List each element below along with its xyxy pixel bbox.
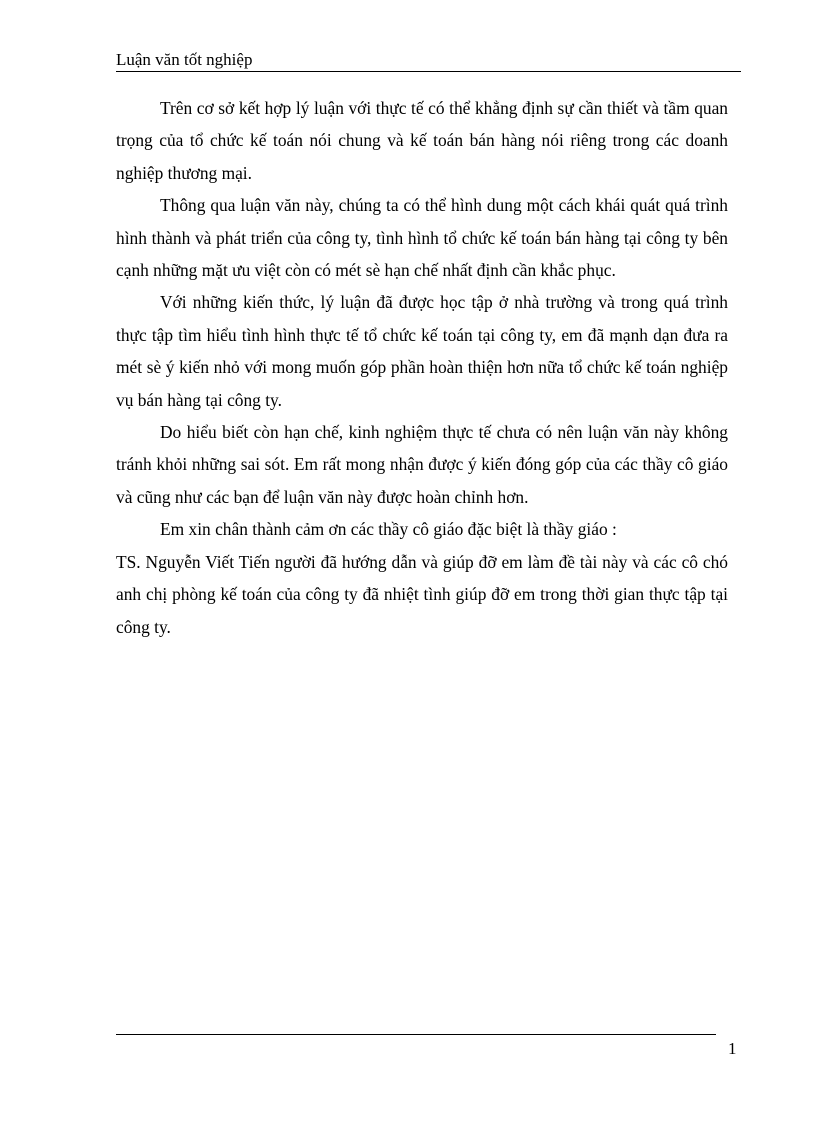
document-body: [116, 92, 728, 643]
paragraph-conclusion: Trên cơ sở kết hợp lý luận với thực tế có thể khẳng định sự cần thiết và tầm quan trọng của tổ chức kế toán nói chung và kế toán bán hàng nói riêng trong các doanh nghiệp thương mại.: [116, 98, 728, 183]
page-number: 1: [728, 1039, 737, 1058]
paragraph-acknowledgement: TS. Nguyễn Viết Tiến người đã hướng dẫn và giúp đỡ em làm đề tài này và các cô chó anh chị phòng kế toán của công ty đã nhiệt tình giúp đỡ em trong thời gian thực tập tại công ty.: [116, 551, 728, 637]
page-header: [116, 50, 741, 72]
paragraph-thanks: Em xin chân thành cảm ơn các thầy cô giáo đặc biệt là thầy giáo :: [160, 519, 617, 540]
header-title: Luận văn tốt nghiệp: [116, 50, 253, 69]
paragraph-limitations: Do hiểu biết còn hạn chế, kinh nghiệm thực tế chưa có nên luận văn này không tránh khỏi những sai sót. Em rất mong nhận được ý kiến đóng góp của các thầy cô giáo và cũng như các bạn để luận văn này được hoàn chỉnh hơn.: [116, 422, 728, 507]
paragraph-overview: Thông qua luận văn này, chúng ta có thể hình dung một cách khái quát quá trình hình thành và phát triển của công ty, tình hình tổ chức kế toán bán hàng tại công ty bên cạnh những mặt ưu việt còn có mét sè hạn chế nhất định cần khắc phục.: [116, 195, 728, 281]
footer-divider: [116, 1034, 716, 1035]
paragraph-contribution: Với những kiến thức, lý luận đã được học tập ở nhà trường và trong quá trình thực tập tìm hiểu tình hình thực tế tổ chức kế toán tại công ty, em đã mạnh dạn đưa ra mét sè ý kiến nhỏ với mong muốn góp phần hoàn thiện hơn nữa tổ chức kế toán nghiệp vụ bán hàng tại công ty.: [116, 292, 728, 410]
